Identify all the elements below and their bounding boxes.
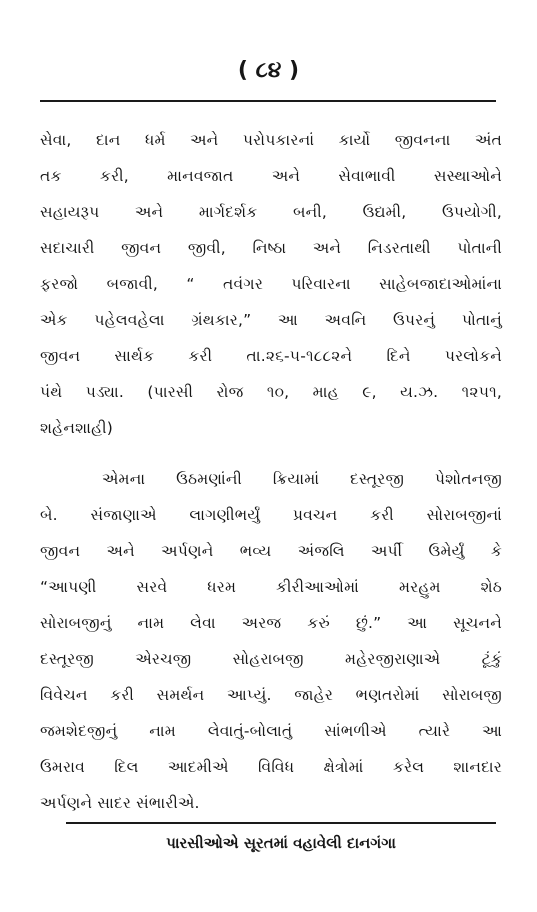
body-text — [40, 122, 502, 821]
text-line: અર્પણને સાદર સંભારીએ. — [40, 794, 200, 812]
text-line: “આપણી સરવે ધરમ કીરીઆઓમાં મરહુમ શેઠ — [40, 578, 502, 596]
text-line: સહાયરૂપ અને માર્ગદર્શક બની, ઉદ્યમી, ઉપયોગી, — [40, 203, 502, 221]
text-line: બે. સંજાણાએ લાગણીભર્યું પ્રવચન કરી સોરાબજીનાં — [40, 506, 502, 524]
text-line: જમશેદજીનું નામ લેવાતું-બોલાતું સાંભળીએ ત્યારે આ — [40, 722, 502, 740]
text-line: વિવેચન કરી સમર્થન આપ્યું. જાહેર ભણતરોમાં સોરાબજી — [40, 686, 502, 704]
footer-rule — [66, 822, 496, 824]
text-line: જીવન સાર્થક કરી તા.૨૬-૫-૧૮૮૨ને દિને પરલોકને — [40, 347, 502, 365]
text-line: ઉમરાવ દિલ આદમીએ વિવિધ ક્ષેત્રોમાં કરેલ શાનદાર — [40, 758, 502, 776]
running-footer: પારસીઓએ સૂરતમાં વહાવેલી દાનગંગા — [166, 834, 396, 852]
paragraph — [40, 461, 502, 821]
paragraph-gap — [40, 446, 502, 461]
text-line: તક કરી, માનવજાત અને સેવાભાવી સસ્થાઓને — [40, 167, 502, 185]
text-line: એક પહેલવહેલા ગ્રંથકાર,” આ અવનિ ઉપરનું પોતાનું — [40, 311, 502, 329]
text-line: સેવા, દાન ધર્મ અને પરોપકારનાં કાર્યો જીવનના અંત — [40, 131, 502, 149]
text-line: એમના ઉઠમણાંની ક્રિયામાં દસ્તૂરજી પેશોતનજી — [102, 470, 502, 488]
text-line: જીવન અને અર્પણને ભવ્ય અંજલિ અર્પી ઉમેર્યું કે — [40, 542, 502, 560]
page-number: ( ૮૪ ) — [237, 58, 300, 83]
text-line: દસ્તૂરજી એરચજી સોહરાબજી મહેરજીરાણાએ ટૂંકું — [40, 650, 502, 668]
header-rule — [40, 100, 496, 102]
text-line: સોરાબજીનું નામ લેવા અરજ કરું છું.” આ સૂચનને — [40, 614, 502, 632]
text-line: શહેનશાહી) — [40, 419, 113, 437]
text-line: પંથે પડ્યા. (પારસી રોજ ૧૦, માહ ૯, ય.ઝ. ૧૨૫૧, — [40, 383, 502, 401]
text-line: સદાચારી જીવન જીવી, નિષ્ઠા અને નિડરતાથી પોતાની — [40, 239, 502, 257]
text-line: ફરજો બજાવી, “ તવંગર પરિવારના સાહેબજાદાઓમાંના — [40, 275, 502, 293]
paragraph — [40, 122, 502, 446]
